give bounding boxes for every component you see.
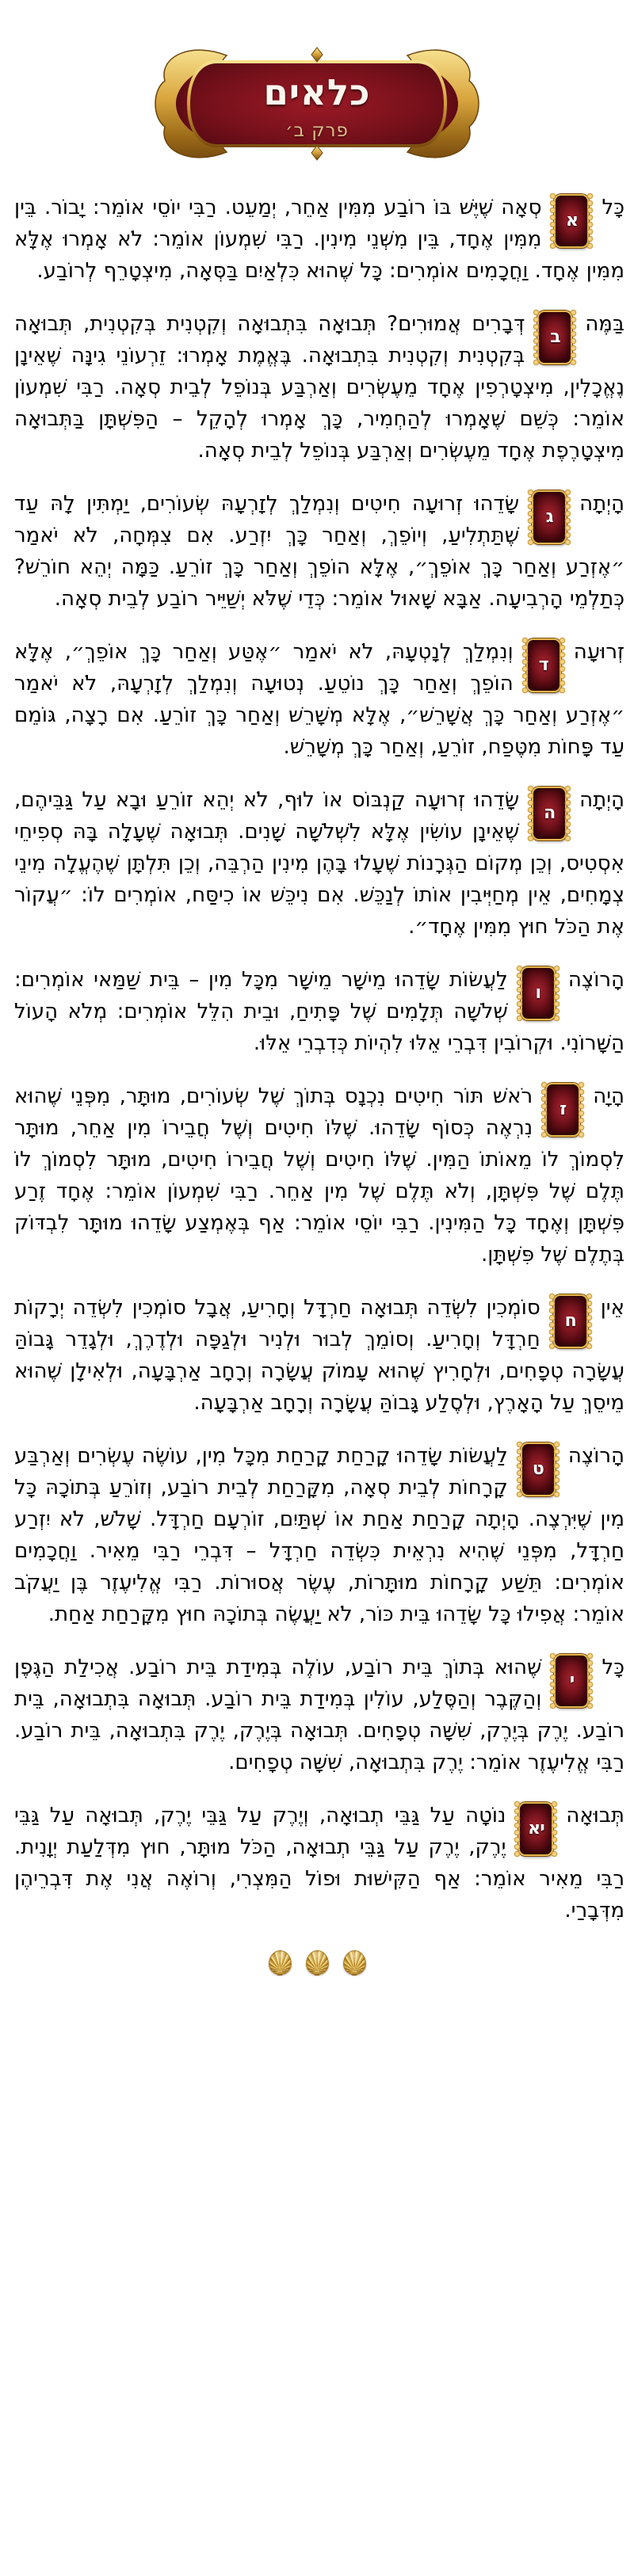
mishnah-text: רֹאשׁ תּוֹר חִיטִים נִכְנָס בְּתוֹךְ שֶׁל שְׂעוֹרִים, מוּתָּר, מִפְּנֵי שֶׁהוּא נִרְאֶה כְּסוֹף שָׂדֵהוּ. שֶׁלּוֹ חִיטִים וְשֶׁל חֲבֵירוֹ מִין אַחֵר, מוּתָּר לִסְמוֹךְ לוֹ מֵאוֹתוֹ הַמִּין. שֶׁלּוֹ חִיטִים וְשֶׁל חֲבֵירוֹ חִיטִים, מוּתָּר לִסְמוֹךְ לוֹ תֶּלֶם שֶׁל פִּשְׁתָּן, וְלֹא תֶּלֶם שֶׁל מִין אַחֵר. רַבִּי שִׁמְעוֹן אוֹמֵר: אֶחָד זֶרַע פִּשְׁתָּן וְאֶחָד כָּל הַמִּינִין. רַבִּי יוֹסֵי אוֹמֵר: אַף בְּאֶמְצַע שָׂדֵהוּ מוּתָּר לִבְדּוֹק בְּתֶלֶם שֶׁל פִּשְׁתָּן. [14, 1084, 624, 1267]
mishnah-first-word: הָרוֹצֶה [567, 968, 624, 992]
mishnah-first-word: בַּמֶּה [585, 312, 624, 336]
mishnah-section-4 [14, 636, 624, 763]
mishnah-number-badge [554, 194, 589, 248]
mishnah-text: נוֹטָה עַל גַּבֵּי תְבוּאָה, וְיֶרֶק עַל גַּבֵּי יֶרֶק, תְּבוּאָה עַל גַּבֵּי יֶרֶק, יֶרֶק עַל גַּבֵּי תְבוּאָה, הַכֹּל מוּתָּר, חוּץ מִדְּלַעַת יְוָנִית. רַבִּי מֵאִיר אוֹמֵר: אַף הַקִּישּׁוּת וּפוֹל הַמִּצְרִי, וְרוֹאֶה אֲנִי אֶת דִּבְרֵיהֶן מִדְּבָרַי. [14, 1804, 624, 1922]
mishnah-first-word: כָּל [602, 1656, 624, 1679]
mishnah-text-column [0, 192, 634, 1926]
mishnah-number-badge [532, 787, 567, 840]
mishnah-text: סוֹמְכִין לִשְׂדֵה תְּבוּאָה חַרְדָּל וְחָרִיעַ, אֲבָל סוֹמְכִין לִשְׂדֵה יְרָקוֹת חַרְדָּל וְחָרִיעַ. וְסוֹמֵךְ לְבוּר וּלְנִיר וּלְגַפָּה וּלְדֶרֶךְ, וּלְגָדֵר גָּבוֹהַּ עֲשָׂרָה טְפָחִים, וּלְחָרִיץ שֶׁהוּא עָמוֹק עֲשָׂרָה וְרָחָב אַרְבָּעָה, וּלְאִילָן שֶׁהוּא מֵיסֵךְ עַל הָאָרֶץ, וּלְסֶלַע גָּבוֹהַּ עֲשָׂרָה וְרָחָב אַרְבָּעָה. [14, 1296, 624, 1415]
mishnah-number-badge [554, 1654, 589, 1708]
mishnah-number-letter: ג [545, 507, 553, 527]
mishnah-first-word: הָרוֹצֶה [567, 1444, 624, 1468]
shell-icon [269, 1950, 292, 1975]
mishnah-section-1 [14, 192, 624, 287]
mishnah-text: שָׂדֵהוּ זְרוּעָה חִיטִים וְנִמְלַךְ לְזָרְעָהּ שְׂעוֹרִים, יַמְתִּין לָהּ עַד שֶׁתַּתְלִיעַ, וְיוֹפֵךְ, וְאַחַר כָּךְ יִזְרַע. אִם צִמְּחָה, לֹא יֹאמַר ״אֶזְרַע וְאַחַר כָּךְ אוֹפֵךְ״, אֶלָּא הוֹפֵךְ וְאַחַר כָּךְ זוֹרֵעַ. כַּמָּה יְהֵא חוֹרֵשׁ? כְּתַלְמֵי הָרְבִיעָה. אַבָּא שָׁאוּל אוֹמֵר: כְּדֵי שֶׁלֹּא יְשַׁיֵּיר רוֹבַע לְבֵית סְאָה. [14, 492, 624, 611]
mishnah-first-word: הָיָה [593, 1084, 624, 1108]
mishnah-number-badge [526, 638, 561, 692]
mishnah-number-badge [537, 311, 572, 364]
chapter-subtitle: פרק ב׳ [285, 120, 349, 141]
mishnah-section-5 [14, 784, 624, 943]
mishnah-section-7 [14, 1080, 624, 1271]
mishnah-number-letter: ח [564, 1311, 576, 1331]
mishnah-number-letter: ד [538, 655, 548, 675]
mishnah-number-letter: י [569, 1671, 575, 1690]
mishnah-text: שֶׁהוּא בְּתוֹךְ בֵּית רוֹבַע, עוֹלֶה בְּמִידַת בֵּית רוֹבַע. אֲכִילַת הַגֶּפֶן וְהַקֶּבֶר וְהַסֶּלַע, עוֹלִין בְּמִידַת בֵּית רוֹבַע. תְּבוּאָה בִּתְבוּאָה, בֵּית רוֹבַע. יֶרֶק בְּיֶרֶק, שִׁשָּׁה טְפָחִים. תְּבוּאָה בְּיֶרֶק, יֶרֶק בִּתְבוּאָה, בֵּית רוֹבַע. רַבִּי אֱלִיעֶזֶר אוֹמֵר: יֶרֶק בִּתְבוּאָה, שִׁשָּׁה טְפָחִים. [14, 1656, 624, 1774]
mishnah-section-10 [14, 1652, 624, 1778]
mishnah-number-letter: ו [535, 983, 541, 1003]
mishnah-text: שָׂדֵהוּ זְרוּעָה קַנְבּוֹס אוֹ לוּף, לֹא יְהֵא זוֹרֵעַ וּבָא עַל גַּבֵּיהֶם, שֶׁאֵינָן עוֹשִׂין אֶלָּא לִשְׁלֹשָׁה שָׁנִים. תְּבוּאָה שֶׁעָלָה בָּהּ סְפִיחֵי אִסְטִיס, וְכֵן מְקוֹם הַגְּרָנוֹת שֶׁעָלוּ בָּהֶן מִינִין הַרְבֵּה, וְכֵן תִּלְתָּן שֶׁהֶעֱלָה מִינֵי צְמָחִים, אֵין מְחַיְּיבִין אוֹתוֹ לְנַכֵּשׁ. אִם נִיכֵּשׁ אוֹ כִיסַּח, אוֹמְרִים לוֹ: ״עֲקוֹר אֶת הַכֹּל חוּץ מִמִּין אֶחָד״. [14, 788, 624, 939]
mishnah-first-word: זְרוּעָה [573, 640, 624, 664]
mishnah-first-word: הָיְתָה [579, 788, 624, 812]
footer-ornaments [0, 1950, 634, 1975]
mishnah-number-badge [532, 490, 567, 544]
mishnah-number-badge [521, 1442, 556, 1496]
mishnah-number-letter: ה [544, 803, 556, 823]
mishnah-number-letter: ט [532, 1459, 544, 1479]
mishnah-number-badge [518, 1802, 553, 1856]
mishnah-number-letter: ב [550, 327, 560, 347]
mishnah-first-word: כָּל [602, 196, 624, 219]
mishnah-text: סְאָה שֶׁיֶּשׁ בּוֹ רוֹבַע מִמִּין אַחֵר, יְמַעֵט. רַבִּי יוֹסֵי אוֹמֵר: יָבוֹר. בֵּין מִמִּין אֶחָד, בֵּין מִשְּׁנֵי מִינִין. רַבִּי שִׁמְעוֹן אוֹמֵר: לֹא אָמְרוּ אֶלָּא מִמִּין אֶחָד. וַחֲכָמִים אוֹמְרִים: כָּל שֶׁהוּא כִּלְאַיִם בַּסְּאָה, מִיצְטָרֵף לְרוֹבַע. [14, 196, 624, 283]
mishnah-section-8 [14, 1292, 624, 1419]
mishnah-first-word: תְּבוּאָה [566, 1804, 624, 1827]
mishnah-text: לַעֲשׂוֹת שָׂדֵהוּ מֵישָׁר מֵישָׁר מִכָּל מִין – בֵּית שַׁמַּאי אוֹמְרִים: שְׁלֹשָׁה תְּלָמִים שֶׁל פָּתִיחַ, וּבֵית הִלֵּל אוֹמְרִים: מְלֹא הָעוֹל הַשָּׁרוֹנִי. וּקְרוֹבִין דִּבְרֵי אֵלּוּ לִהְיוֹת כְּדִבְרֵי אֵלּוּ. [14, 968, 624, 1055]
mishnah-number-badge [553, 1294, 588, 1348]
mishnah-number-letter: ז [560, 1099, 567, 1119]
mishnah-number-letter: א [565, 211, 578, 231]
mishnah-number-badge [545, 1083, 580, 1137]
mishnah-text: דְּבָרִים אֲמוּרִים? תְּבוּאָה בִּתְבוּאָה וְקִטְנִית בְּקִטְנִית, תְּבוּאָה בְּקִטְנִית וְקִטְנִית בִּתְבוּאָה. בֶּאֱמֶת אָמְרוּ: זֵרְעוֹנֵי גִינָּה שֶׁאֵינָן נֶאֱכָלִין, מִיצְטָרְפִין אֶחָד מֵעֶשְׂרִים וְאַרְבַּע בְּנוֹפֵל לְבֵית סְאָה. רַבִּי שִׁמְעוֹן אוֹמֵר: כְּשֵׁם שֶׁאָמְרוּ לְהַחְמִיר, כָּךְ אָמְרוּ לְהָקֵל – הַפִּשְׁתָּן בַּתְּבוּאָה מִיצְטָרֶפֶת אֶחָד מֵעֶשְׂרִים וְאַרְבַּע בְּנוֹפֵל לְבֵית סְאָה. [14, 312, 624, 463]
page-title: כלאים [263, 71, 371, 113]
mishnah-first-word: אֵין [600, 1296, 624, 1320]
mishnah-section-2 [14, 308, 624, 467]
mishnah-number-letter: יא [528, 1819, 544, 1839]
mishnah-section-11 [14, 1800, 624, 1926]
mishnah-first-word: הָיְתָה [579, 492, 624, 516]
mishnah-number-badge [521, 966, 556, 1020]
mishnah-text: וְנִמְלַךְ לְנָטְעָהּ, לֹא יֹאמַר ״אֶטַּע וְאַחַר כָּךְ אוֹפֵךְ״, אֶלָּא הוֹפֵךְ וְאַחַר כָּךְ נוֹטֵעַ. נְטוּעָה וְנִמְלַךְ לְזָרְעָהּ, לֹא יֹאמַר ״אֶזְרַע וְאַחַר כָּךְ אֲשָׁרֵשׁ״, אֶלָּא מְשָׁרֵשׁ וְאַחַר כָּךְ זוֹרֵעַ. אִם רָצָה, גּוֹמֵם עַד פָּחוֹת מִטֶּפַח, זוֹרֵעַ, וְאַחַר כָּךְ מְשָׁרֵשׁ. [14, 640, 624, 759]
mishnah-section-6 [14, 964, 624, 1059]
mishnah-section-3 [14, 488, 624, 615]
mishnah-text: לַעֲשׂוֹת שָׂדֵהוּ קָרַחַת קָרַחַת מִכָּל מִין, עוֹשֶׂה עֶשְׂרִים וְאַרְבַּע קָרָחוֹת לְבֵית סְאָה, מִקָּרַחַת לְבֵית רוֹבַע, וְזוֹרֵעַ בְּתוֹכָהּ כָּל מִין שֶׁיִּרְצֶה. הָיְתָה קָרַחַת אַחַת אוֹ שְׁתַּיִם, זוֹרְעָם חַרְדָּל. שָׁלֹשׁ, לֹא יִזְרַע חַרְדָּל, מִפְּנֵי שֶׁהִיא נִרְאֵית כִּשְׂדֵה חַרְדָּל – דִּבְרֵי רַבִּי מֵאִיר. וַחֲכָמִים אוֹמְרִים: תֵּשַׁע קָרָחוֹת מוּתָּרוֹת, עֶשֶׂר אֲסוּרוֹת. רַבִּי אֱלִיעֶזֶר בֶּן יַעֲקֹב אוֹמֵר: אֲפִילוּ כָּל שָׂדֵהוּ בֵּית כּוֹר, לֹא יַעֲשֶׂה בְּתוֹכָהּ חוּץ מִקָּרַחַת אַחַת. [14, 1444, 624, 1626]
header-banner [149, 44, 485, 163]
shell-icon [306, 1950, 329, 1975]
mishnah-section-9 [14, 1440, 624, 1630]
shell-icon [343, 1950, 366, 1975]
